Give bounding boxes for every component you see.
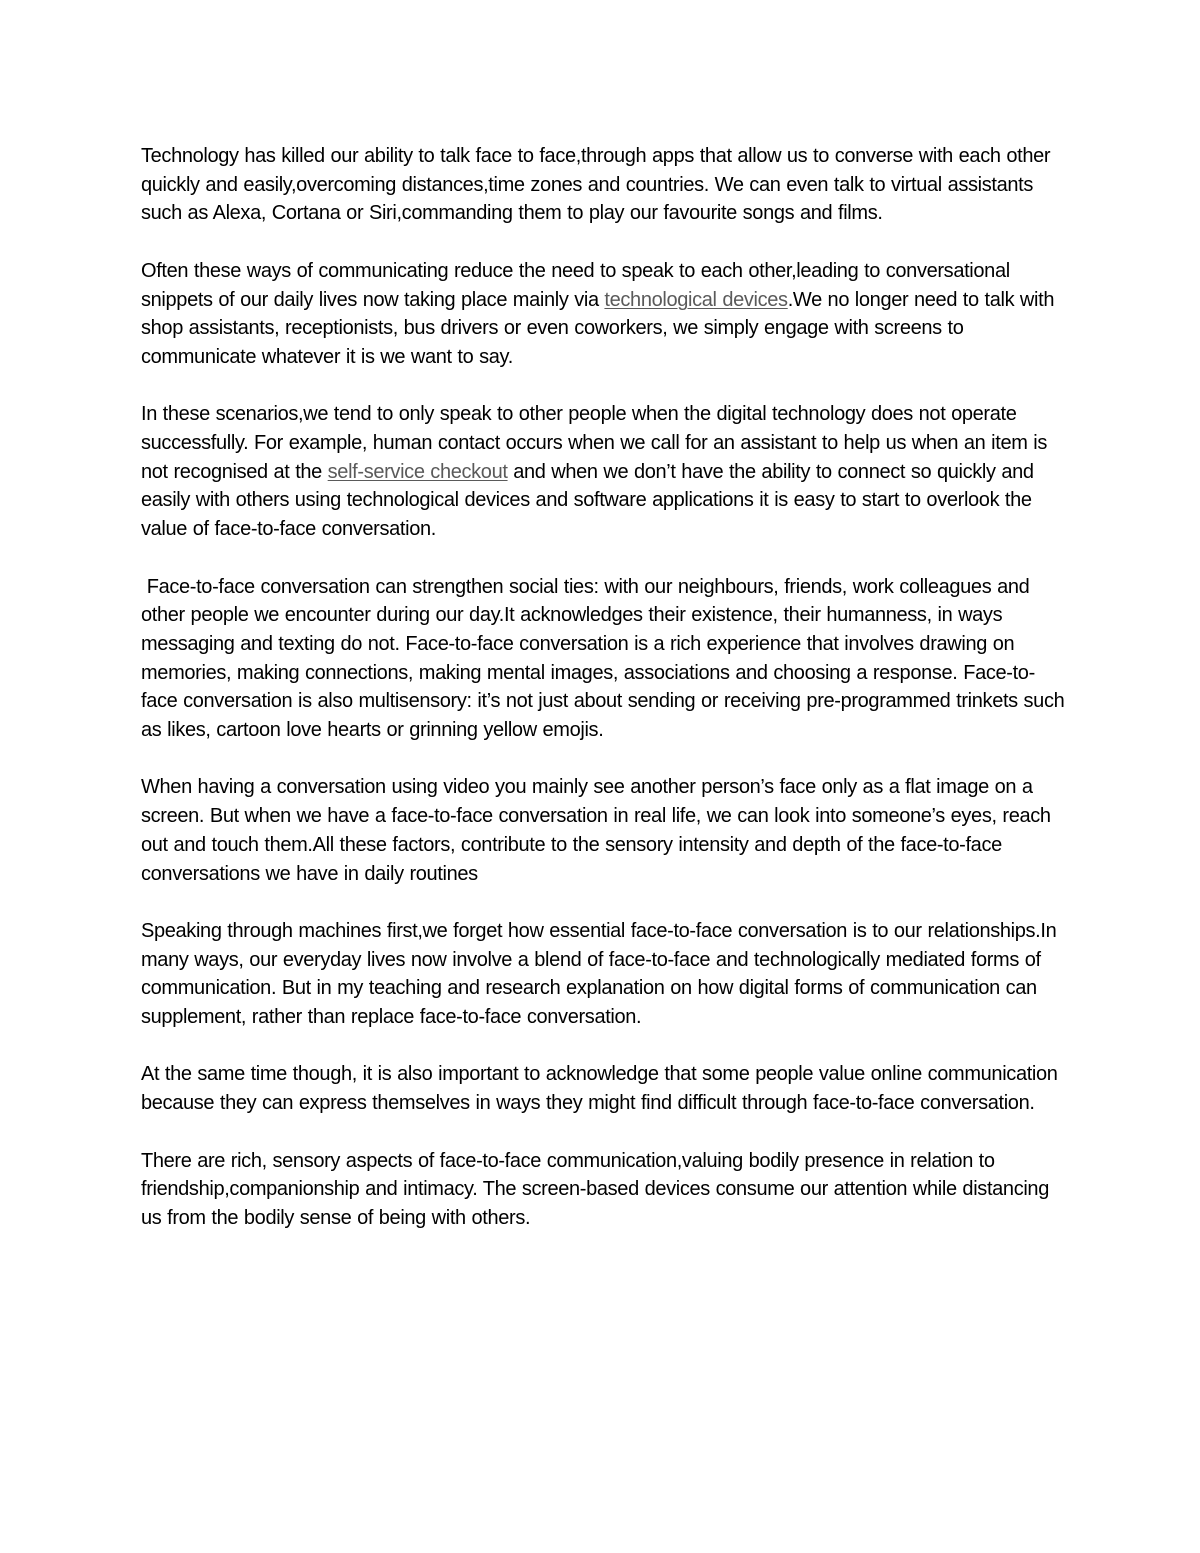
paragraph-3-text-after: and when we don’t have the ability to connect so quickly and easily with others using technological devices and software applications it is easy to start to overlook the value of face-to-face conversation.	[141, 460, 1034, 541]
paragraph-3-text-before: In these scenarios,we tend to only speak to other people when the digital technology does not operate successfully. For example, human contact occurs when we call for an assistant to help us when an item is not recognised at the	[141, 403, 1047, 483]
paragraph-4	[141, 573, 1071, 745]
paragraph-8-text: There are rich, sensory aspects of face-to-face communication,valuing bodily presence in relation to friendship,companionship and intimacy. The screen-based devices consume our attention while distancing us from the bodily sense of being with others.	[141, 1149, 1049, 1229]
paragraph-2	[141, 257, 1066, 372]
paragraph-7	[141, 1060, 1066, 1117]
paragraph-2-text-after: .We no longer need to talk with shop assistants, receptionists, bus drivers or even coworkers, we simply engage with screens to communicate whatever it is we want to say.	[141, 288, 1055, 368]
paragraph-1-text: Technology has killed our ability to talk face to face,through apps that allow us to converse with each other quickly and easily,overcoming distances,time zones and countries. We can even talk to virtual assistants such as Alexa, Cortana or Siri,commanding them to play our favourite songs and films.	[141, 145, 1051, 225]
paragraph-6-text: Speaking through machines first,we forget how essential face-to-face conversation is to our relationships.In many ways, our everyday lives now involve a blend of face-to-face and technologically mediated forms of communication. But in my teaching and research explanation on how digital forms of communication can supplement, rather than replace face-to-face conversation.	[141, 919, 1057, 1029]
paragraph-5	[141, 773, 1066, 888]
paragraph-4-text: Face-to-face conversation can strengthen social ties: with our neighbours, friends, work colleagues and other people we encounter during our day.It acknowledges their existence, their humanness, in ways messaging and texting do not. Face-to-face conversation is a rich experience that involves drawing on memories, making connections, making mental images, associations and choosing a response. Face-to-face conversation is also multisensory: it’s not just about sending or receiving pre-programmed trinkets such as likes, cartoon love hearts or grinning yellow emojis.	[141, 575, 1071, 742]
document-page	[141, 142, 1071, 1261]
technological-devices-link[interactable]: technological devices	[604, 288, 788, 311]
paragraph-7-text: At the same time though, it is also important to acknowledge that some people value online communication because they can express themselves in ways they might find difficult through face-to-face conversation.	[141, 1063, 1058, 1115]
paragraph-1	[141, 142, 1066, 228]
paragraph-6	[141, 917, 1066, 1032]
paragraph-8	[141, 1147, 1066, 1233]
self-service-checkout-link[interactable]: self-service checkout	[327, 460, 508, 483]
paragraph-2-text-before: Often these ways of communicating reduce the need to speak to each other,leading to conversational snippets of our daily lives now taking place mainly via	[141, 259, 1010, 311]
paragraph-5-text: When having a conversation using video you mainly see another person’s face only as a flat image on a screen. But when we have a face-to-face conversation in real life, we can look into someone’s eyes, reach out and touch them.All these factors, contribute to the sensory intensity and depth of the face-to-face conversations we have in daily routines	[141, 776, 1051, 885]
paragraph-3	[141, 400, 1066, 544]
